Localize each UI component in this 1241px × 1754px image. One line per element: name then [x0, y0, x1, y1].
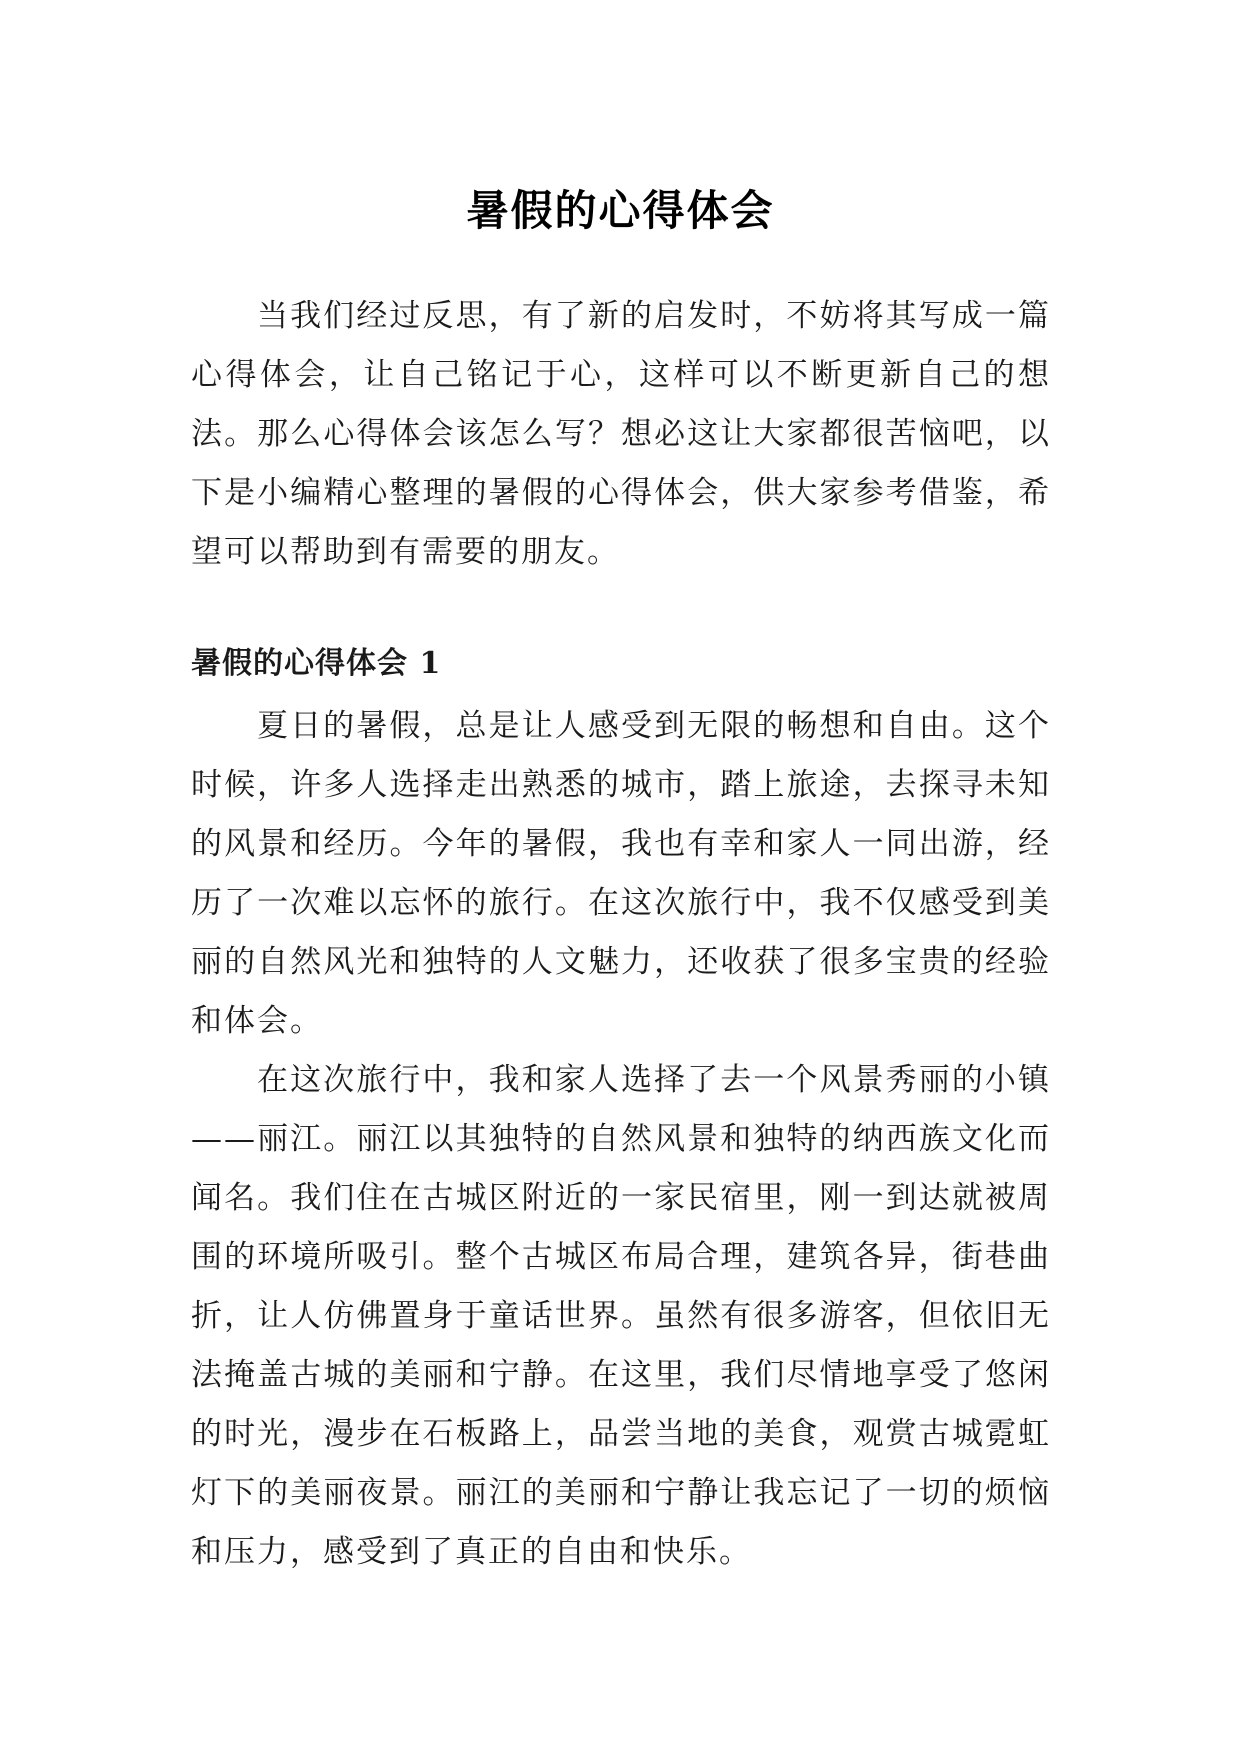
- section-body: [191, 697, 1051, 1582]
- page-title: 暑假的心得体会: [466, 186, 775, 236]
- paragraph-2: 在这次旅行中，我和家人选择了去一个风景秀丽的小镇——丽江。丽江以其独特的自然风景和独特的纳西族文化而闻名。我们住在古城区附近的一家民宿里，刚一到达就被周围的环境所吸引。整个古城区布局合理，建筑各异，街巷曲折，让人仿佛置身于童话世界。虽然有很多游客，但依旧无法掩盖古城的美丽和宁静。在这里，我们尽情地享受了悠闲的时光，漫步在石板路上，品尝当地的美食，观赏古城霓虹灯下的美丽夜景。丽江的美丽和宁静让我忘记了一切的烦恼和压力，感受到了真正的自由和快乐。: [191, 1062, 1051, 1570]
- section-heading: 暑假的心得体会 1: [191, 646, 442, 681]
- intro-section: [191, 287, 1051, 582]
- paragraph-1: 夏日的暑假，总是让人感受到无限的畅想和自由。这个时候，许多人选择走出熟悉的城市，踏上旅途，去探寻未知的风景和经历。今年的暑假，我也有幸和家人一同出游，经历了一次难以忘怀的旅行。在这次旅行中，我不仅感受到美丽的自然风光和独特的人文魅力，还收获了很多宝贵的经验和体会。: [191, 708, 1051, 1039]
- intro-paragraph: 当我们经过反思，有了新的启发时，不妨将其写成一篇心得体会，让自己铭记于心，这样可以不断更新自己的想法。那么心得体会该怎么写？想必这让大家都很苦恼吧，以下是小编精心整理的暑假的心得体会，供大家参考借鉴，希望可以帮助到有需要的朋友。: [191, 298, 1051, 570]
